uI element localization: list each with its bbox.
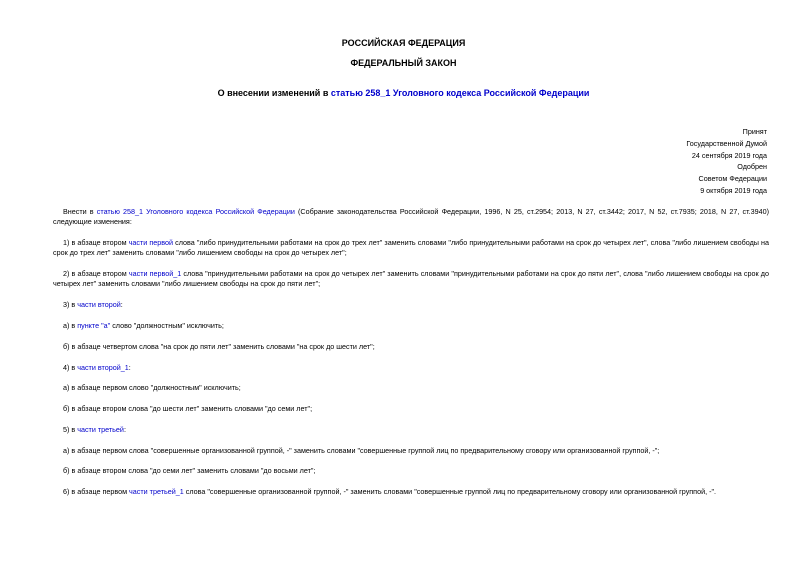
item-4 (53, 363, 769, 373)
intro-paragraph (53, 207, 769, 226)
adoption-line: 24 сентября 2019 года (691, 150, 767, 160)
item-1-text: 1) в абзаце втором (63, 238, 129, 247)
item-6-text-tail: слова "совершенные организованной группой, -" заменить словами "совершенные группой лиц по предварительному сговору или организованной группой, -". (183, 487, 717, 496)
item-4a: а) в абзаце первом слово "должностным" исключить; (63, 383, 241, 392)
item-3-link[interactable]: части второй (77, 300, 121, 309)
item-2 (53, 269, 769, 288)
intro-text-tail: (Собрание законодательства Российской Федерации, 1996, N 25, ст.2954; 2013, N 27, ст.3442; 2017, N 52, ст.7935; 2018, N 27, ст.3940) следующие изменения: (53, 207, 769, 226)
law-title-link[interactable]: статью 258_1 Уголовного кодекса Российской Федерации (330, 88, 590, 98)
adoption-line: Принят (742, 127, 767, 136)
item-5-link[interactable]: части третьей (77, 425, 124, 434)
item-3a-text-tail: слово "должностным" исключить; (110, 321, 224, 330)
item-4-text: 4) в (63, 363, 78, 372)
adoption-block (547, 126, 767, 197)
item-2-text-tail: слова "принудительными работами на срок до четырех лет" заменить словами "принудительными работами на срок до пяти лет", слова "либо лишением свободы на срок до четырех лет" заменить словами "либо лишением свободы на срок до пяти лет"; (53, 269, 769, 288)
law-title-prefix: О внесении изменений в (217, 88, 331, 98)
item-6-link[interactable]: части третьей_1 (129, 487, 184, 496)
item-3 (53, 300, 769, 310)
item-1 (53, 238, 769, 257)
item-5a: а) в абзаце первом слова "совершенные организованной группой, -" заменить словами "совершенные группой лиц по предварительному сговору или организованной группой, -"; (63, 446, 660, 455)
item-1-text-tail: слова "либо принудительными работами на срок до трех лет" заменить словами "либо принудительными работами на срок до четырех лет", слова "либо лишением свободы на срок до трех лет" заменить словами "либо лишением свободы на срок до четырех лет"; (53, 238, 769, 257)
item-2-link[interactable]: части первой_1 (128, 269, 182, 278)
intro-article-link[interactable]: статью 258_1 Уголовного кодекса Российской Федерации (96, 207, 295, 216)
item-5 (53, 425, 769, 435)
item-2-text: 2) в абзаце втором (63, 269, 129, 278)
item-5b: б) в абзаце втором слова "до семи лет" заменить словами "до восьми лет"; (63, 466, 316, 475)
item-4b: б) в абзаце втором слова "до шести лет" заменить словами "до семи лет"; (63, 404, 313, 413)
doc-type-heading: ФЕДЕРАЛЬНЫЙ ЗАКОН (350, 58, 457, 68)
item-5-text: 5) в (63, 425, 78, 434)
item-3a-link[interactable]: пункте "а" (77, 321, 111, 330)
item-5-text-tail: : (123, 425, 126, 434)
adoption-line: Государственной Думой (686, 138, 767, 148)
item-3b: б) в абзаце четвертом слова "на срок до пяти лет" заменить словами "на срок до шести лет"; (63, 342, 375, 351)
law-title (0, 87, 807, 99)
intro-text: Внести в (63, 207, 97, 216)
adoption-line: 9 октября 2019 года (700, 185, 767, 195)
item-3a (53, 321, 769, 331)
item-4-link[interactable]: части второй_1 (77, 363, 129, 372)
item-3-text: 3) в (63, 300, 78, 309)
item-6 (53, 487, 769, 497)
item-4-text-tail: : (128, 363, 131, 372)
adoption-line: Советом Федерации (698, 174, 767, 184)
item-3a-text: а) в (63, 321, 78, 330)
item-6-text: 6) в абзаце первом (63, 487, 130, 496)
adoption-line: Одобрен (737, 162, 767, 172)
item-3-text-tail: : (120, 300, 123, 309)
country-heading: РОССИЙСКАЯ ФЕДЕРАЦИЯ (341, 38, 466, 48)
item-1-link[interactable]: части первой (128, 238, 174, 247)
